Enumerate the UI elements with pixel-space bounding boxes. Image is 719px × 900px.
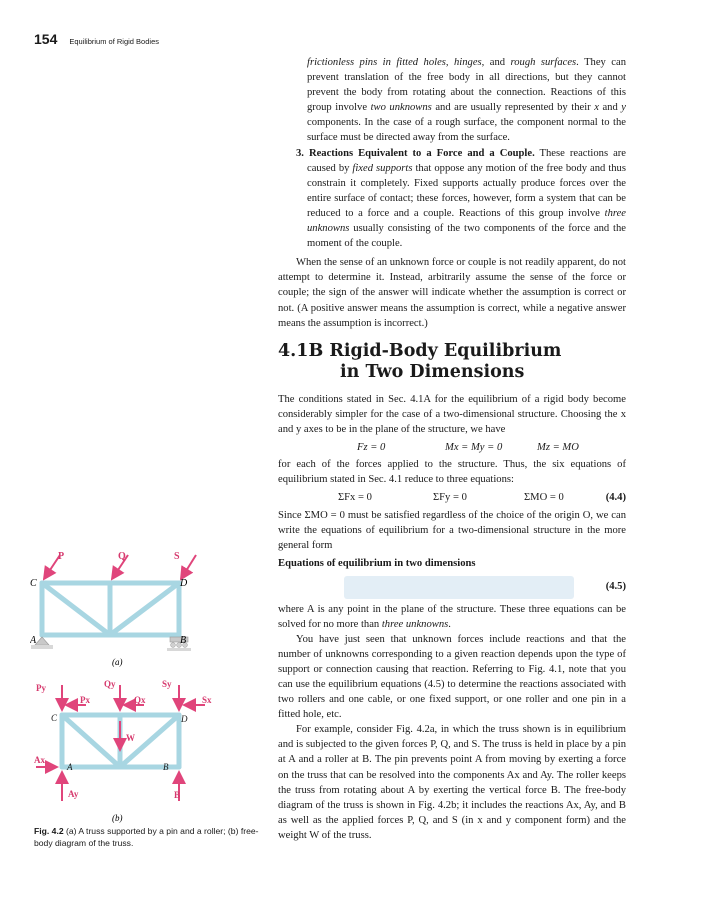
truss-diagonal-right (110, 583, 179, 635)
eq-fz: Fz = 0 (357, 441, 386, 453)
text-run: rough surfaces (510, 57, 577, 68)
figure-caption (34, 826, 264, 849)
label-part-b: (b) (112, 813, 123, 823)
equation-4-4 (278, 490, 626, 505)
truss-diagonal-left (62, 715, 120, 767)
label-a-b: A (67, 762, 73, 772)
eq-mz: Mz = MO (537, 441, 579, 453)
equation-number-4-4: (4.4) (605, 492, 626, 504)
text-run: usually consisting of the two components of the force and the moment of the couple. (307, 223, 626, 250)
list-item-3 (278, 146, 626, 252)
text-run: that oppose any motion of the free body and thus constrain it completely. Fixed supports actually produce forces over the entire surface of contact; these forces, however, form a system that can be reduced to a force and a couple. Reactions of this group involve (307, 162, 626, 219)
section-heading (278, 341, 626, 383)
force-s-arrow (181, 555, 196, 579)
label-b-a: B (180, 635, 187, 646)
paragraph-unknowns: You have just seen that unknown forces include reactions and that the number of unknowns corresponding to a given reaction depends upon the type of support or connection causing that reaction. Referring to Fig. 4.1, note that you can use the equilibrium equations (4.5) to determine the reactions associated with two rollers and one cable, or one fixed support, or one roller and one pin in a fitted hole, etc. (278, 633, 626, 721)
equation-fz-mx-my-mz (278, 440, 626, 455)
text-run: and are usually represented by their (431, 102, 595, 114)
text-run: frictionless pins in fitted holes, hinges, (307, 57, 485, 68)
text-run: and (484, 57, 511, 68)
label-sx: Sx (202, 695, 212, 705)
label-c-a: C (30, 578, 37, 589)
paragraph-pins (278, 55, 626, 146)
equation-4-5-row (278, 575, 626, 601)
label-a-a: A (30, 635, 37, 646)
figure-4-2 (30, 545, 270, 830)
label-c-b: C (51, 713, 58, 723)
label-q: Q (118, 551, 126, 562)
paragraph-sense: When the sense of an unknown force or couple is not readily apparent, do not attempt to determine it. Instead, arbitrarily assume the sense of the force or couple; the sign of the answer will indicate whether the assumption is correct or not. (A positive answer means the assumption is correct, while a negative answer means the assumption is incorrect.) (278, 257, 626, 329)
label-d-b: D (181, 714, 188, 724)
text-run: components. In the case of a rough surface, the component normal to the surface must be directed away from the surface. (307, 117, 626, 144)
text-run: and (598, 102, 622, 114)
page-number: 154 (34, 31, 58, 47)
caption-label: Fig. 4.2 (34, 826, 64, 836)
text-run: x (594, 102, 599, 114)
list-item-lead: 3. Reactions Equivalent to a Force and a Couple. (296, 147, 535, 159)
text-run: three unknowns (307, 207, 626, 235)
eq-mx-my: Mx = My = 0 (445, 441, 503, 453)
text-run: three unknowns (381, 618, 449, 630)
label-b-force: B (174, 790, 181, 800)
text-run: y (621, 102, 626, 114)
paragraph-point-a (278, 602, 626, 632)
eq-sum-mo: ΣMO = 0 (524, 492, 564, 504)
label-qy: Qy (104, 679, 116, 689)
truss-a (42, 583, 179, 635)
section-heading-line-2: in Two Dimensions (340, 361, 525, 382)
text-run: These reactions are caused by (307, 147, 626, 174)
label-qx: Qx (134, 695, 146, 705)
label-py: Py (36, 683, 46, 693)
page-header (34, 31, 159, 49)
paragraph-example: For example, consider Fig. 4.2a, in which the truss shown is in equilibrium and is subjected to the given forces P, Q, and S. The truss is held in place by a pin at A and a roller at B. The pin prevents point A from moving by exerting a force on the truss that can be resolved into the components Ax and Ay. The roller keeps the truss from rotating about A by exerting the vertical force B. The free-body diagram of the truss is shown in Fig. 4.2b; it includes the reactions Ax, Ay, and B as well as the applied forces P, Q, and S (in x and y component form) and the weight W of the truss. (278, 724, 626, 841)
truss-diagonal-left (42, 583, 110, 635)
text-run: . (448, 618, 451, 630)
caption-text: (a) A truss supported by a pin and a roller; (b) free-body diagram of the truss. (34, 826, 259, 848)
label-px: Px (80, 695, 90, 705)
paragraph-general-form: Since ΣMO = 0 must be satisfied regardless of the choice of the origin O, we can write the equations of equilibrium for a two-dimensional structure in the more general form (278, 510, 626, 552)
paragraph-six-equations: for each of the forces applied to the structure. Thus, the six equations of equilibrium stated in Sec. 4.1 reduce to three equations: (278, 458, 626, 486)
label-w: W (126, 733, 135, 743)
main-text-column (278, 55, 626, 843)
eq-sum-fy: ΣFy = 0 (433, 492, 467, 504)
text-run: . They can prevent translation of the free body in all directions, but they cannot prevent the body from rotating about the connection. Reactions of this group involve (307, 57, 626, 114)
section-heading-line-1: 4.1B Rigid-Body Equilibrium (278, 340, 562, 361)
label-d-a: D (180, 578, 188, 589)
label-ax: Ax (34, 755, 45, 765)
boxed-heading: Equations of equilibrium in two dimensions (278, 558, 476, 570)
label-p: P (58, 551, 65, 562)
chapter-title: Equilibrium of Rigid Bodies (69, 37, 159, 46)
text-run: two unknowns (370, 102, 432, 114)
roller-support-b (167, 637, 191, 651)
text-run: where A is any point in the plane of the structure. These three equations can be solved for no more than (278, 603, 626, 630)
label-ay: Ay (68, 789, 79, 799)
equation-number-4-5: (4.5) (605, 580, 626, 592)
label-part-a: (a) (112, 657, 123, 667)
label-s: S (174, 551, 180, 562)
eq-sum-fx: ΣFx = 0 (338, 492, 372, 504)
equation-box (344, 576, 574, 599)
text-run: fixed supports (352, 162, 413, 174)
label-sy: Sy (162, 679, 172, 689)
paragraph-conditions: The conditions stated in Sec. 4.1A for the equilibrium of a rigid body become considerably simpler for the case of a two-dimensional structure. Choosing the x and y axes to be in the plane of the structure, we have (278, 393, 626, 435)
label-b-point: B (163, 762, 169, 772)
